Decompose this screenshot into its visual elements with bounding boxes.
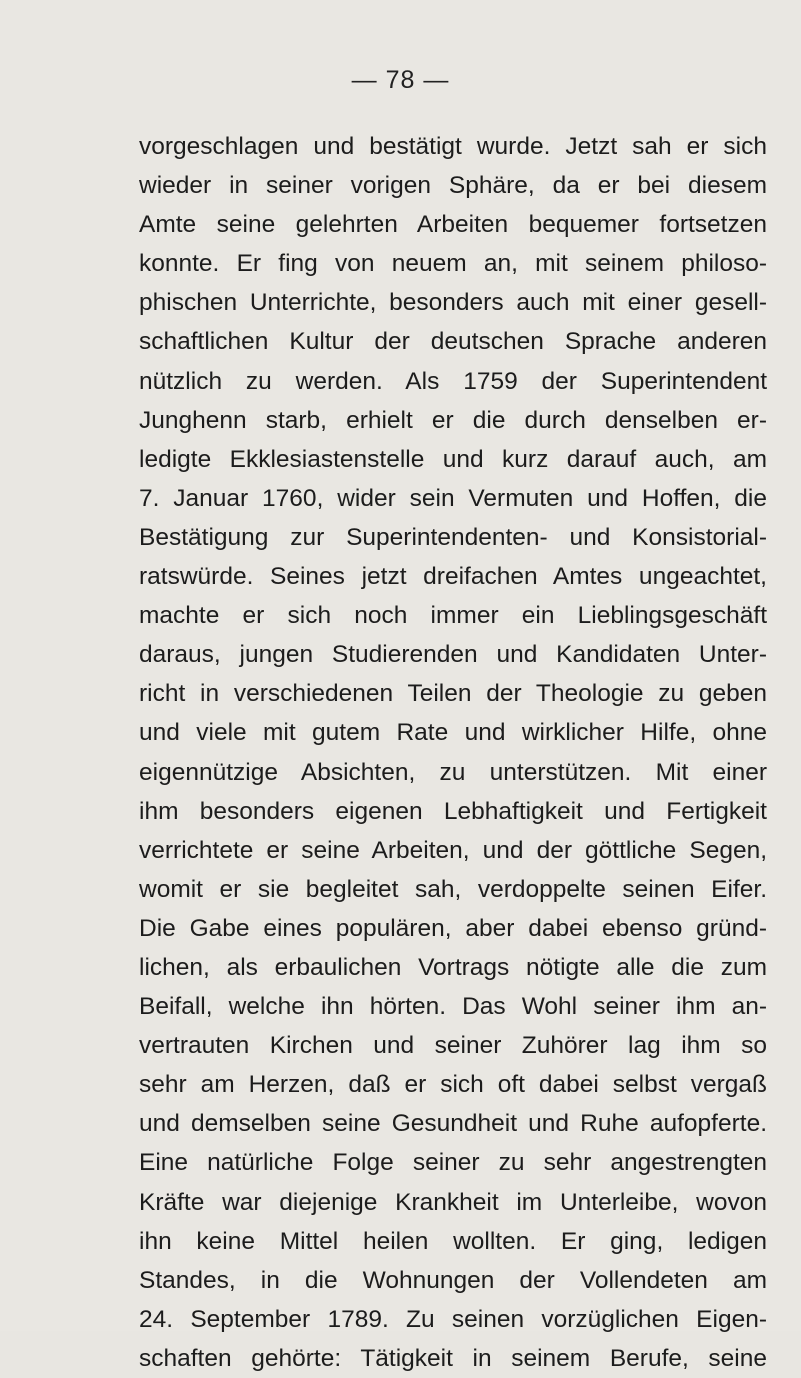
text-line: ledigte Ekklesiastenstelle und kurz darauf auch, am — [139, 445, 767, 473]
text-line: wieder in seiner vorigen Sphäre, da er bei diesem — [139, 172, 767, 200]
text-line: vorgeschlagen und bestätigt wurde. Jetzt sah er sich — [139, 133, 767, 160]
text-line: machte er sich noch immer ein Lieblingsgeschäft — [139, 602, 767, 630]
body-text — [139, 127, 767, 1378]
text-line: Kräfte war diejenige Krankheit im Unterleibe, wovon — [139, 1188, 767, 1216]
text-line: und demselben seine Gesundheit und Ruhe aufopferte. — [139, 1110, 767, 1138]
text-line: Amte seine gelehrten Arbeiten bequemer fortsetzen — [139, 211, 767, 239]
text-line: Standes, in die Wohnungen der Vollendeten am — [139, 1266, 767, 1294]
text-line: konnte. Er fing von neuem an, mit seinem philoso- — [139, 250, 767, 278]
text-line: richt in verschiedenen Teilen der Theologie zu geben — [139, 680, 767, 708]
text-line: ihm besonders eigenen Lebhaftigkeit und Fertigkeit — [139, 797, 767, 825]
text-line: 7. Januar 1760, wider sein Vermuten und Hoffen, die — [139, 484, 767, 512]
text-line: Beifall, welche ihn hörten. Das Wohl seiner ihm an- — [139, 993, 767, 1021]
text-line: und viele mit gutem Rate und wirklicher Hilfe, ohne — [139, 719, 767, 747]
text-line: ratswürde. Seines jetzt dreifachen Amtes ungeachtet, — [139, 563, 767, 591]
text-line: daraus, jungen Studierenden und Kandidaten Unter- — [139, 641, 767, 669]
text-line: Junghenn starb, erhielt er die durch denselben er- — [139, 406, 767, 434]
text-line: Bestätigung zur Superintendenten- und Konsistorial- — [139, 523, 767, 551]
text-line: vertrauten Kirchen und seiner Zuhörer lag ihm so — [139, 1032, 767, 1060]
text-line: eigennützige Absichten, zu unterstützen. Mit einer — [139, 758, 767, 786]
text-line: Eine natürliche Folge seiner zu sehr angestrengten — [139, 1149, 767, 1177]
text-line: phischen Unterrichte, besonders auch mit einer gesell- — [139, 289, 767, 317]
text-line: verrichtete er seine Arbeiten, und der göttliche Segen, — [139, 836, 767, 864]
text-line: nützlich zu werden. Als 1759 der Superintendent — [139, 367, 767, 395]
text-line: lichen, als erbaulichen Vortrags nötigte alle die zum — [139, 953, 767, 981]
page-number: — 78 — — [351, 66, 450, 94]
text-line: Die Gabe eines populären, aber dabei ebenso gründ- — [139, 914, 767, 942]
text-line: sehr am Herzen, daß er sich oft dabei selbst vergaß — [139, 1071, 767, 1099]
text-line: schaftlichen Kultur der deutschen Sprache anderen — [139, 328, 767, 356]
text-line: womit er sie begleitet sah, verdoppelte seinen Eifer. — [139, 875, 767, 903]
text-line: 24. September 1789. Zu seinen vorzüglichen Eigen- — [139, 1305, 767, 1333]
text-line: schaften gehörte: Tätigkeit in seinem Berufe, seine — [139, 1344, 767, 1372]
text-line: ihn keine Mittel heilen wollten. Er ging, ledigen — [139, 1227, 767, 1255]
